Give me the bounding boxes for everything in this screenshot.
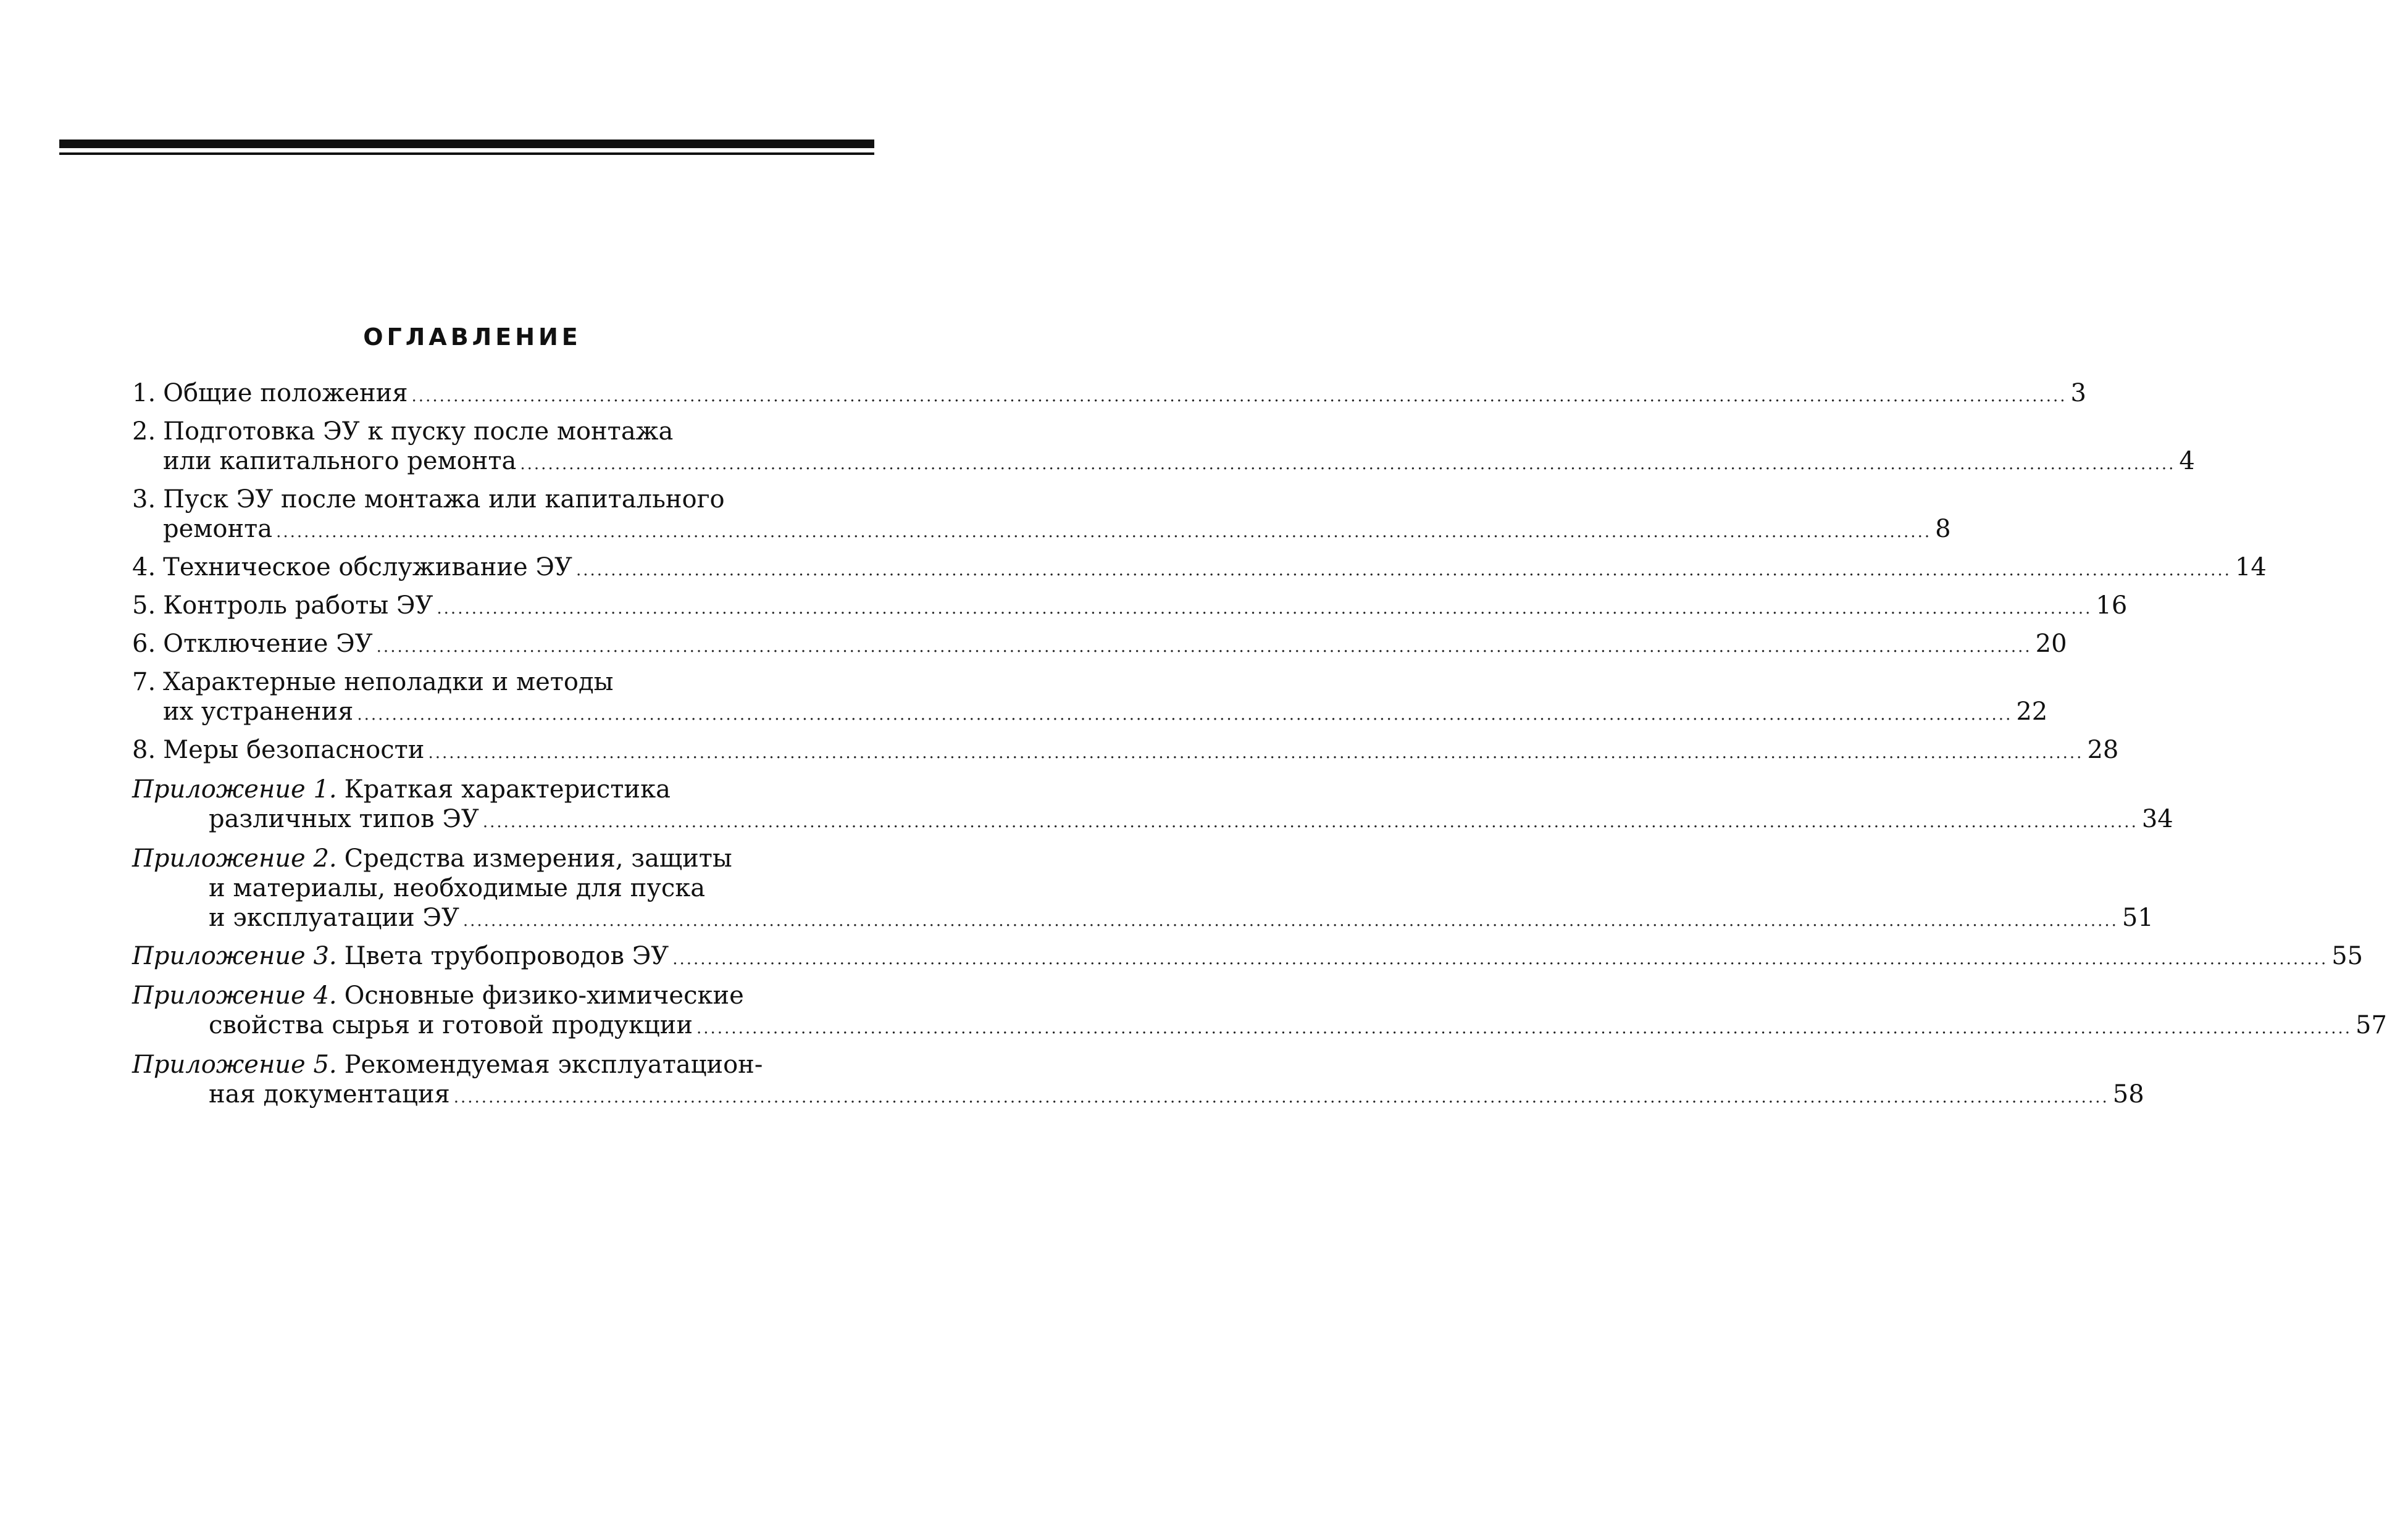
dot-leader: .............................................................................................................................................................................................................................................. [482,813,2138,831]
toc-entry-6-number: 6. [132,630,156,658]
toc-entry-5[interactable] [0,590,2128,624]
appendix-2-line-1: Средства измерения, защиты [344,844,732,873]
appendix-5-line-2: ная документация [209,1080,450,1109]
page-title: ОГЛАВЛЕНИЕ [363,323,582,351]
appendix-5[interactable] [0,1079,2144,1113]
toc-entry-8-line-1: Меры безопасности [163,736,425,764]
appendix-2-line-a [0,843,1089,874]
toc-entry-2-number: 2. [132,417,156,446]
appendix-2-line-3: и эксплуатации ЭУ [209,904,459,932]
dot-leader: .............................................................................................................................................................................................................................................. [575,561,2231,580]
toc-entry-2-line-1: Подготовка ЭУ к пуску после монтажа [163,417,674,446]
toc-entry-3-line-a [0,484,1089,515]
appendix-2[interactable] [0,902,2154,936]
appendix-3-page: 55 [2331,942,2364,970]
toc-entry-7-line-1: Характерные неполадки и методы [163,668,614,696]
dot-leader: .............................................................................................................................................................................................................................................. [672,950,2328,968]
appendix-1-line-1: Краткая характеристика [344,775,671,804]
toc-entry-6-page: 20 [2035,630,2067,658]
appendix-3-line-1: Цвета трубопроводов ЭУ [344,942,669,970]
toc-entry-3-line-2: ремонта [163,515,273,543]
appendix-2-line-b [0,873,1089,904]
appendix-3-prefix: Приложение 3. [132,942,337,970]
dot-leader: .............................................................................................................................................................................................................................................. [462,912,2118,930]
toc-entry-2[interactable] [0,446,2195,480]
appendix-4[interactable] [0,1010,2387,1044]
dot-leader: .............................................................................................................................................................................................................................................. [411,387,2067,406]
toc-entry-1-page: 3 [2070,379,2086,407]
appendix-4-line-1: Основные физико-химические [344,981,744,1010]
toc-entry-4-line-1: Техническое обслуживание ЭУ [163,553,572,581]
toc-entry-5-line-1: Контроль работы ЭУ [163,591,433,620]
toc-entry-5-page: 16 [2096,591,2128,620]
toc-entry-8[interactable] [0,735,2119,768]
dot-leader: .............................................................................................................................................................................................................................................. [376,638,2032,656]
toc-entry-7-page: 22 [2016,697,2048,726]
appendix-4-prefix: Приложение 4. [132,981,337,1010]
toc-entry-1[interactable] [0,378,2086,412]
dot-leader: .............................................................................................................................................................................................................................................. [696,1019,2352,1038]
toc-entry-1-line-1: Общие положения [163,379,408,407]
dot-leader: .............................................................................................................................................................................................................................................. [453,1088,2109,1107]
appendix-4-line-2: свойства сырья и готовой продукции [209,1011,693,1039]
dot-leader: .............................................................................................................................................................................................................................................. [520,455,2176,473]
toc-entry-2-line-2: или капитального ремонта [163,447,517,475]
toc-entry-5-number: 5. [132,591,156,620]
appendix-4-line-a [0,980,1089,1011]
appendix-2-prefix: Приложение 2. [132,844,337,873]
dot-leader: .............................................................................................................................................................................................................................................. [276,523,1932,541]
toc-entry-2-page: 4 [2179,447,2195,475]
appendix-5-prefix: Приложение 5. [132,1051,337,1079]
toc-entry-7[interactable] [0,696,2048,730]
toc-entry-7-line-2: их устранения [163,697,354,726]
toc-entry-4[interactable] [0,552,2267,586]
toc-entry-7-number: 7. [132,668,156,696]
appendix-1-prefix: Приложение 1. [132,775,337,804]
appendix-4-page: 57 [2356,1011,2387,1039]
dot-leader: .............................................................................................................................................................................................................................................. [428,744,2084,762]
appendix-2-line-2: и материалы, необходимые для пуска [209,874,706,902]
appendix-1-line-a [0,774,1089,805]
toc-entry-2-line-a [0,416,1089,447]
toc-entry-6-line-1: Отключение ЭУ [163,630,373,658]
toc-entry-4-number: 4. [132,553,156,581]
toc-entry-3[interactable] [0,514,1951,547]
toc-entry-3-number: 3. [132,485,156,514]
toc-entry-1-number: 1. [132,379,156,407]
appendix-1-page: 34 [2141,805,2173,833]
appendix-3[interactable] [0,941,2364,975]
appendix-5-line-1: Рекомендуемая эксплуатацион- [344,1051,763,1079]
appendix-1[interactable] [0,804,2173,838]
toc-entry-3-page: 8 [1935,515,1951,543]
toc-entry-6[interactable] [0,628,2067,662]
appendix-1-line-2: различных типов ЭУ [209,805,479,833]
toc-entry-4-page: 14 [2234,553,2267,581]
toc-entry-8-number: 8. [132,736,156,764]
appendix-5-line-a [0,1049,1089,1080]
toc-entry-7-line-a [0,667,1089,697]
appendix-5-page: 58 [2112,1080,2144,1109]
appendix-2-page: 51 [2122,904,2154,932]
toc-entry-3-line-1: Пуск ЭУ после монтажа или капитального [163,485,725,514]
toc-entry-8-page: 28 [2087,736,2119,764]
dot-leader: .............................................................................................................................................................................................................................................. [437,599,2092,618]
dot-leader: .............................................................................................................................................................................................................................................. [357,705,2013,724]
